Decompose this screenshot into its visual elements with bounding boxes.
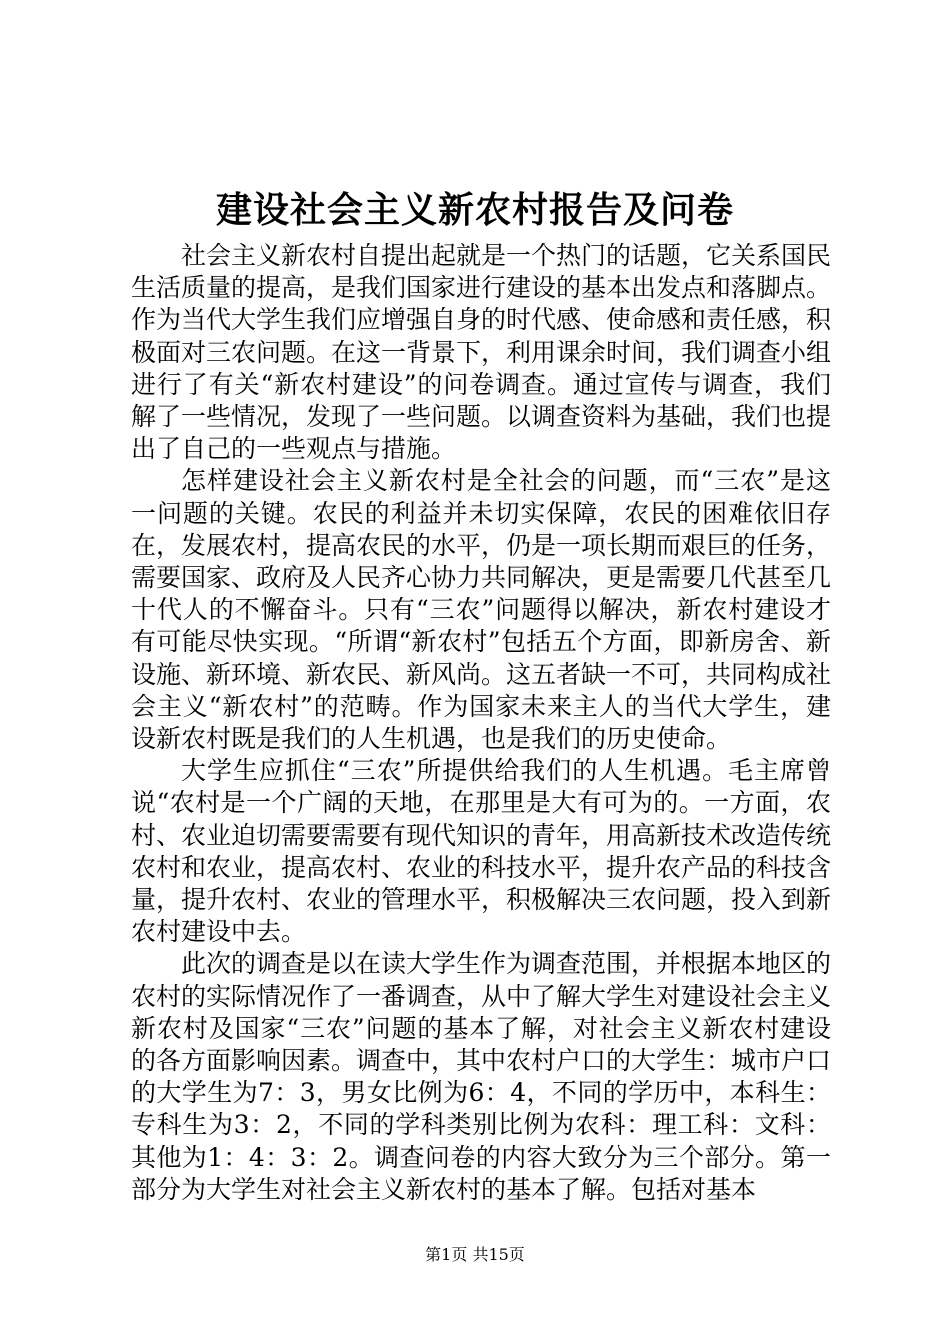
paragraph: 此次的调查是以在读大学生作为调查范围，并根据本地区的农村的实际情况作了一番调查，从中了解大学生对建设社会主义新农村及国家“三农”问题的基本了解，对社会主义新农村建设的各方面影响因素。调查中，其中农村户口的大学生：城市户口的大学生为7：3，男女比例为6：4，不同的学历中，本科生：专科生为3：2，不同的学科类别比例为农科：理工科：文科：其他为1：4：3：2。调查问卷的内容大致分为三个部分。第一部分为大学生对社会主义新农村的基本了解。包括对基本 [131,949,832,1204]
paragraph: 社会主义新农村自提出起就是一个热门的话题，它关系国民生活质量的提高，是我们国家进行建设的基本出发点和落脚点。作为当代大学生我们应增强自身的时代感、使命感和责任感，积极面对三农问题。在这一背景下，利用课余时间，我们调查小组进行了有关“新农村建设”的问卷调查。通过宣传与调查，我们解了一些情况，发现了一些问题。以调查资料为基础，我们也提出了自己的一些观点与措施。 [131,241,832,464]
paragraph: 大学生应抓住“三农”所提供给我们的人生机遇。毛主席曾说“农村是一个广阔的天地，在那里是大有可为的。一方面，农村、农业迫切需要需要有现代知识的青年，用高新技术改造传统农村和农业，提高农村、农业的科技水平，提升农产品的科技含量，提升农村、农业的管理水平，积极解决三农问题，投入到新农村建设中去。 [131,756,832,947]
document-body [131,240,831,1206]
paragraph: 怎样建设社会主义新农村是全社会的问题，而“三农”是这一问题的关键。农民的利益并未切实保障，农民的困难依旧存在，发展农村，提高农民的水平，仍是一项长期而艰巨的任务，需要国家、政府及人民齐心协力共同解决，更是需要几代甚至几十代人的不懈奋斗。只有“三农”问题得以解决，新农村建设才有可能尽快实现。“所谓“新农村”包括五个方面，即新房舍、新设施、新环境、新农民、新风尚。这五者缺一不可，共同构成社会主义“新农村”的范畴。作为国家未来主人的当代大学生，建设新农村既是我们的人生机遇，也是我们的历史使命。 [131,466,832,754]
page-footer: 第1页 共15页 [425,1245,525,1264]
document-title: 建设社会主义新农村报告及问卷 [215,189,734,231]
